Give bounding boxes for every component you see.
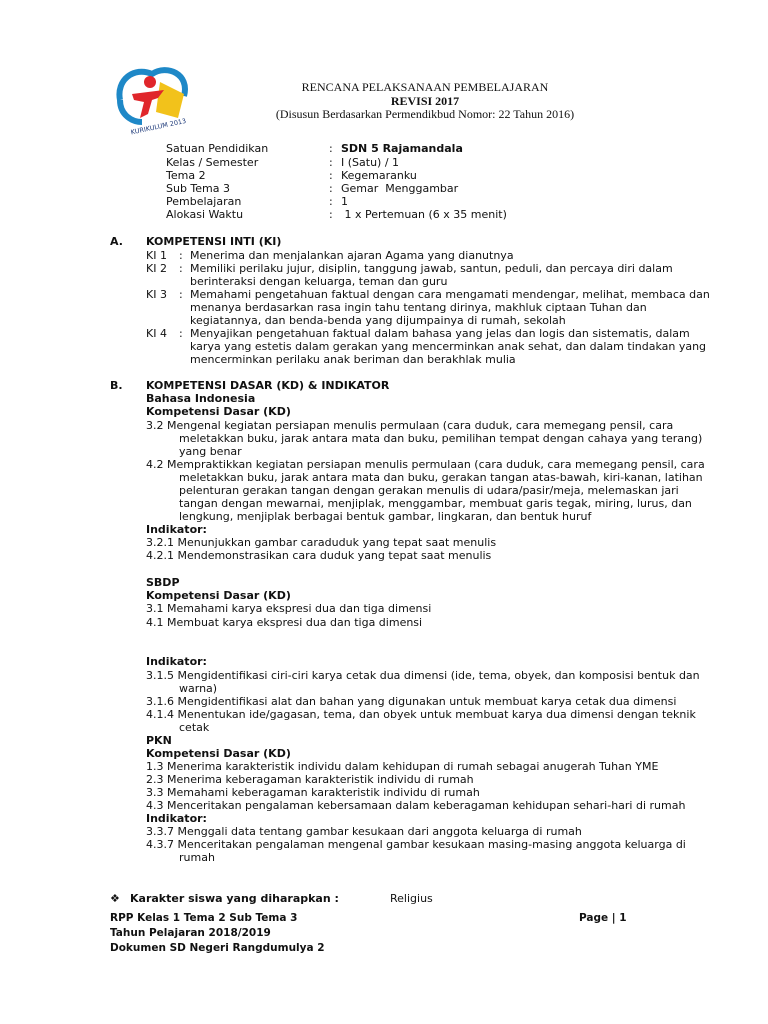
ki-text: Menerima dan menjalankan ajaran Agama yang dianutnya (190, 249, 514, 262)
identity-value: Gemar Menggambar (341, 182, 459, 195)
identity-value: I (Satu) / 1 (341, 156, 400, 169)
identity-label: Satuan Pendidikan (166, 142, 269, 155)
ki-code: KI 4 (146, 327, 167, 340)
indicator-text: 3.3.7 Menggali data tentang gambar kesukaan dari anggota keluarga di rumah (146, 825, 582, 838)
ki-text: Memiliki perilaku jujur, disiplin, tanggung jawab, santun, peduli, dan percaya diri dalam (190, 262, 673, 275)
indicator-heading: Indikator: (146, 523, 207, 536)
kd-text: tangan dengan mewarnai, menjiplak, menggambar, membuat garis tegak, miring, lurus, dan (179, 497, 692, 510)
kd-text: 4.3 Menceritakan pengalaman kebersamaan dalam keberagaman kehidupan sehari-hari di rumah (146, 799, 686, 812)
ki-text: Menyajikan pengetahuan faktual dalam bahasa yang jelas dan logis dan sistematis, dalam (190, 327, 690, 340)
ki-text: menanya berdasarkan rasa ingin tahu tentang dirinya, makhluk ciptaan Tuhan dan (190, 301, 647, 314)
indicator-text: rumah (179, 851, 215, 864)
indicator-text: 3.2.1 Menunjukkan gambar caraduduk yang tepat saat menulis (146, 536, 497, 549)
ki-code: KI 1 (146, 249, 167, 262)
section-a-letter: A. (110, 235, 123, 248)
ki-text: kegiatannya, dan benda-benda yang dijumpainya di rumah, sekolah (190, 314, 566, 327)
identity-value: 1 x Pertemuan (6 x 35 menit) (341, 208, 507, 221)
kd-text: 4.2 Mempraktikkan kegiatan persiapan menulis permulaan (cara duduk, cara memegang pensil, cara (146, 458, 705, 471)
indicator-text: cetak (179, 721, 210, 734)
subject-heading: Bahasa Indonesia (146, 392, 256, 405)
ki-text: mencerminkan perilaku anak beriman dan berakhlak mulia (190, 353, 516, 366)
identity-value: Kegemaranku (341, 169, 417, 182)
diamond-bullet-icon: ❖ (110, 892, 120, 905)
indicator-text: 4.1.4 Menentukan ide/gagasan, tema, dan obyek untuk membuat karya dua dimensi dengan teknik (146, 708, 696, 721)
kurikulum-2013-logo (112, 60, 192, 135)
document-subtitle: (Disusun Berdasarkan Permendikbud Nomor: 22 Tahun 2016) (275, 107, 575, 121)
identity-value: 1 (341, 195, 348, 208)
ki-text: berinteraksi dengan keluarga, teman dan guru (190, 275, 448, 288)
ki-colon: : (179, 288, 183, 301)
ki-colon: : (179, 327, 183, 340)
ki-colon: : (179, 262, 183, 275)
svg-text:KURIKULUM 2013: KURIKULUM 2013 (130, 116, 187, 135)
kd-text: meletakkan buku, jarak antara mata dan buku, gerakan tangan atas-bawah, kiri-kanan, latihan (179, 471, 703, 484)
identity-label: Pembelajaran (166, 195, 242, 208)
kd-text: 1.3 Menerima karakteristik individu dalam kehidupan di rumah sebagai anugerah Tuhan YME (146, 760, 659, 773)
identity-label: Kelas / Semester (166, 156, 259, 169)
identity-colon: : (329, 182, 333, 195)
indicator-text: warna) (179, 682, 218, 695)
identity-colon: : (329, 195, 333, 208)
kd-heading: Kompetensi Dasar (KD) (146, 589, 291, 602)
kd-text: 3.3 Memahami keberagaman karakteristik individu di rumah (146, 786, 480, 799)
identity-colon: : (329, 169, 333, 182)
ki-text: Memahami pengetahuan faktual dengan cara mengamati mendengar, melihat, membaca dan (190, 288, 710, 301)
footer-line: Tahun Pelajaran 2018/2019 (110, 927, 271, 939)
identity-label: Tema 2 (166, 169, 206, 182)
section-a-title: KOMPETENSI INTI (KI) (146, 235, 282, 248)
page-number: Page | 1 (579, 912, 627, 924)
kd-heading: Kompetensi Dasar (KD) (146, 747, 291, 760)
kd-text: lengkung, menjiplak berbagai bentuk gambar, lingkaran, dan bentuk huruf (179, 510, 592, 523)
kd-text: 4.1 Membuat karya ekspresi dua dan tiga dimensi (146, 616, 423, 629)
footer-line: Dokumen SD Negeri Rangdumulya 2 (110, 942, 325, 954)
identity-colon: : (329, 142, 333, 155)
indicator-heading: Indikator: (146, 655, 207, 668)
kd-text: 2.3 Menerima keberagaman karakteristik individu di rumah (146, 773, 474, 786)
subject-heading: SBDP (146, 576, 180, 589)
character-label: Karakter siswa yang diharapkan : (130, 892, 339, 905)
identity-label: Sub Tema 3 (166, 182, 231, 195)
indicator-text: 3.1.6 Mengidentifikasi alat dan bahan yang digunakan untuk membuat karya cetak dua dimensi (146, 695, 677, 708)
section-b-title: KOMPETENSI DASAR (KD) & INDIKATOR (146, 379, 390, 392)
character-value: Religius (390, 892, 433, 905)
document-revision: REVISI 2017 (390, 94, 460, 108)
kd-text: 3.1 Memahami karya ekspresi dua dan tiga dimensi (146, 602, 432, 615)
identity-colon: : (329, 156, 333, 169)
indicator-text: 3.1.5 Mengidentifikasi ciri-ciri karya cetak dua dimensi (ide, tema, obyek, dan komposisi bentuk dan (146, 669, 700, 682)
kd-text: pelenturan gerakan tangan dengan gerakan menulis di udara/pasir/meja, melemaskan jari (179, 484, 679, 497)
kd-text: yang benar (179, 445, 242, 458)
ki-colon: : (179, 249, 183, 262)
identity-value: SDN 5 Rajamandala (341, 142, 463, 155)
footer-line: RPP Kelas 1 Tema 2 Sub Tema 3 (110, 912, 298, 924)
ki-text: karya yang estetis dalam gerakan yang mencerminkan anak sehat, dan dalam tindakan yang (190, 340, 707, 353)
indicator-text: 4.3.7 Menceritakan pengalaman mengenal gambar kesukaan masing-masing anggota keluarga di (146, 838, 686, 851)
indicator-heading: Indikator: (146, 812, 207, 825)
kd-text: meletakkan buku, jarak antara mata dan buku, pemilihan tempat dengan cahaya yang terang) (179, 432, 703, 445)
section-b-letter: B. (110, 379, 123, 392)
kd-heading: Kompetensi Dasar (KD) (146, 405, 291, 418)
indicator-text: 4.2.1 Mendemonstrasikan cara duduk yang tepat saat menulis (146, 549, 492, 562)
kd-text: 3.2 Mengenal kegiatan persiapan menulis permulaan (cara duduk, cara memegang pensil, cara (146, 419, 674, 432)
ki-code: KI 3 (146, 288, 167, 301)
document-title: RENCANA PELAKSANAAN PEMBELAJARAN (301, 80, 549, 94)
identity-colon: : (329, 208, 333, 221)
ki-code: KI 2 (146, 262, 167, 275)
subject-heading: PKN (146, 734, 172, 747)
identity-label: Alokasi Waktu (166, 208, 244, 221)
